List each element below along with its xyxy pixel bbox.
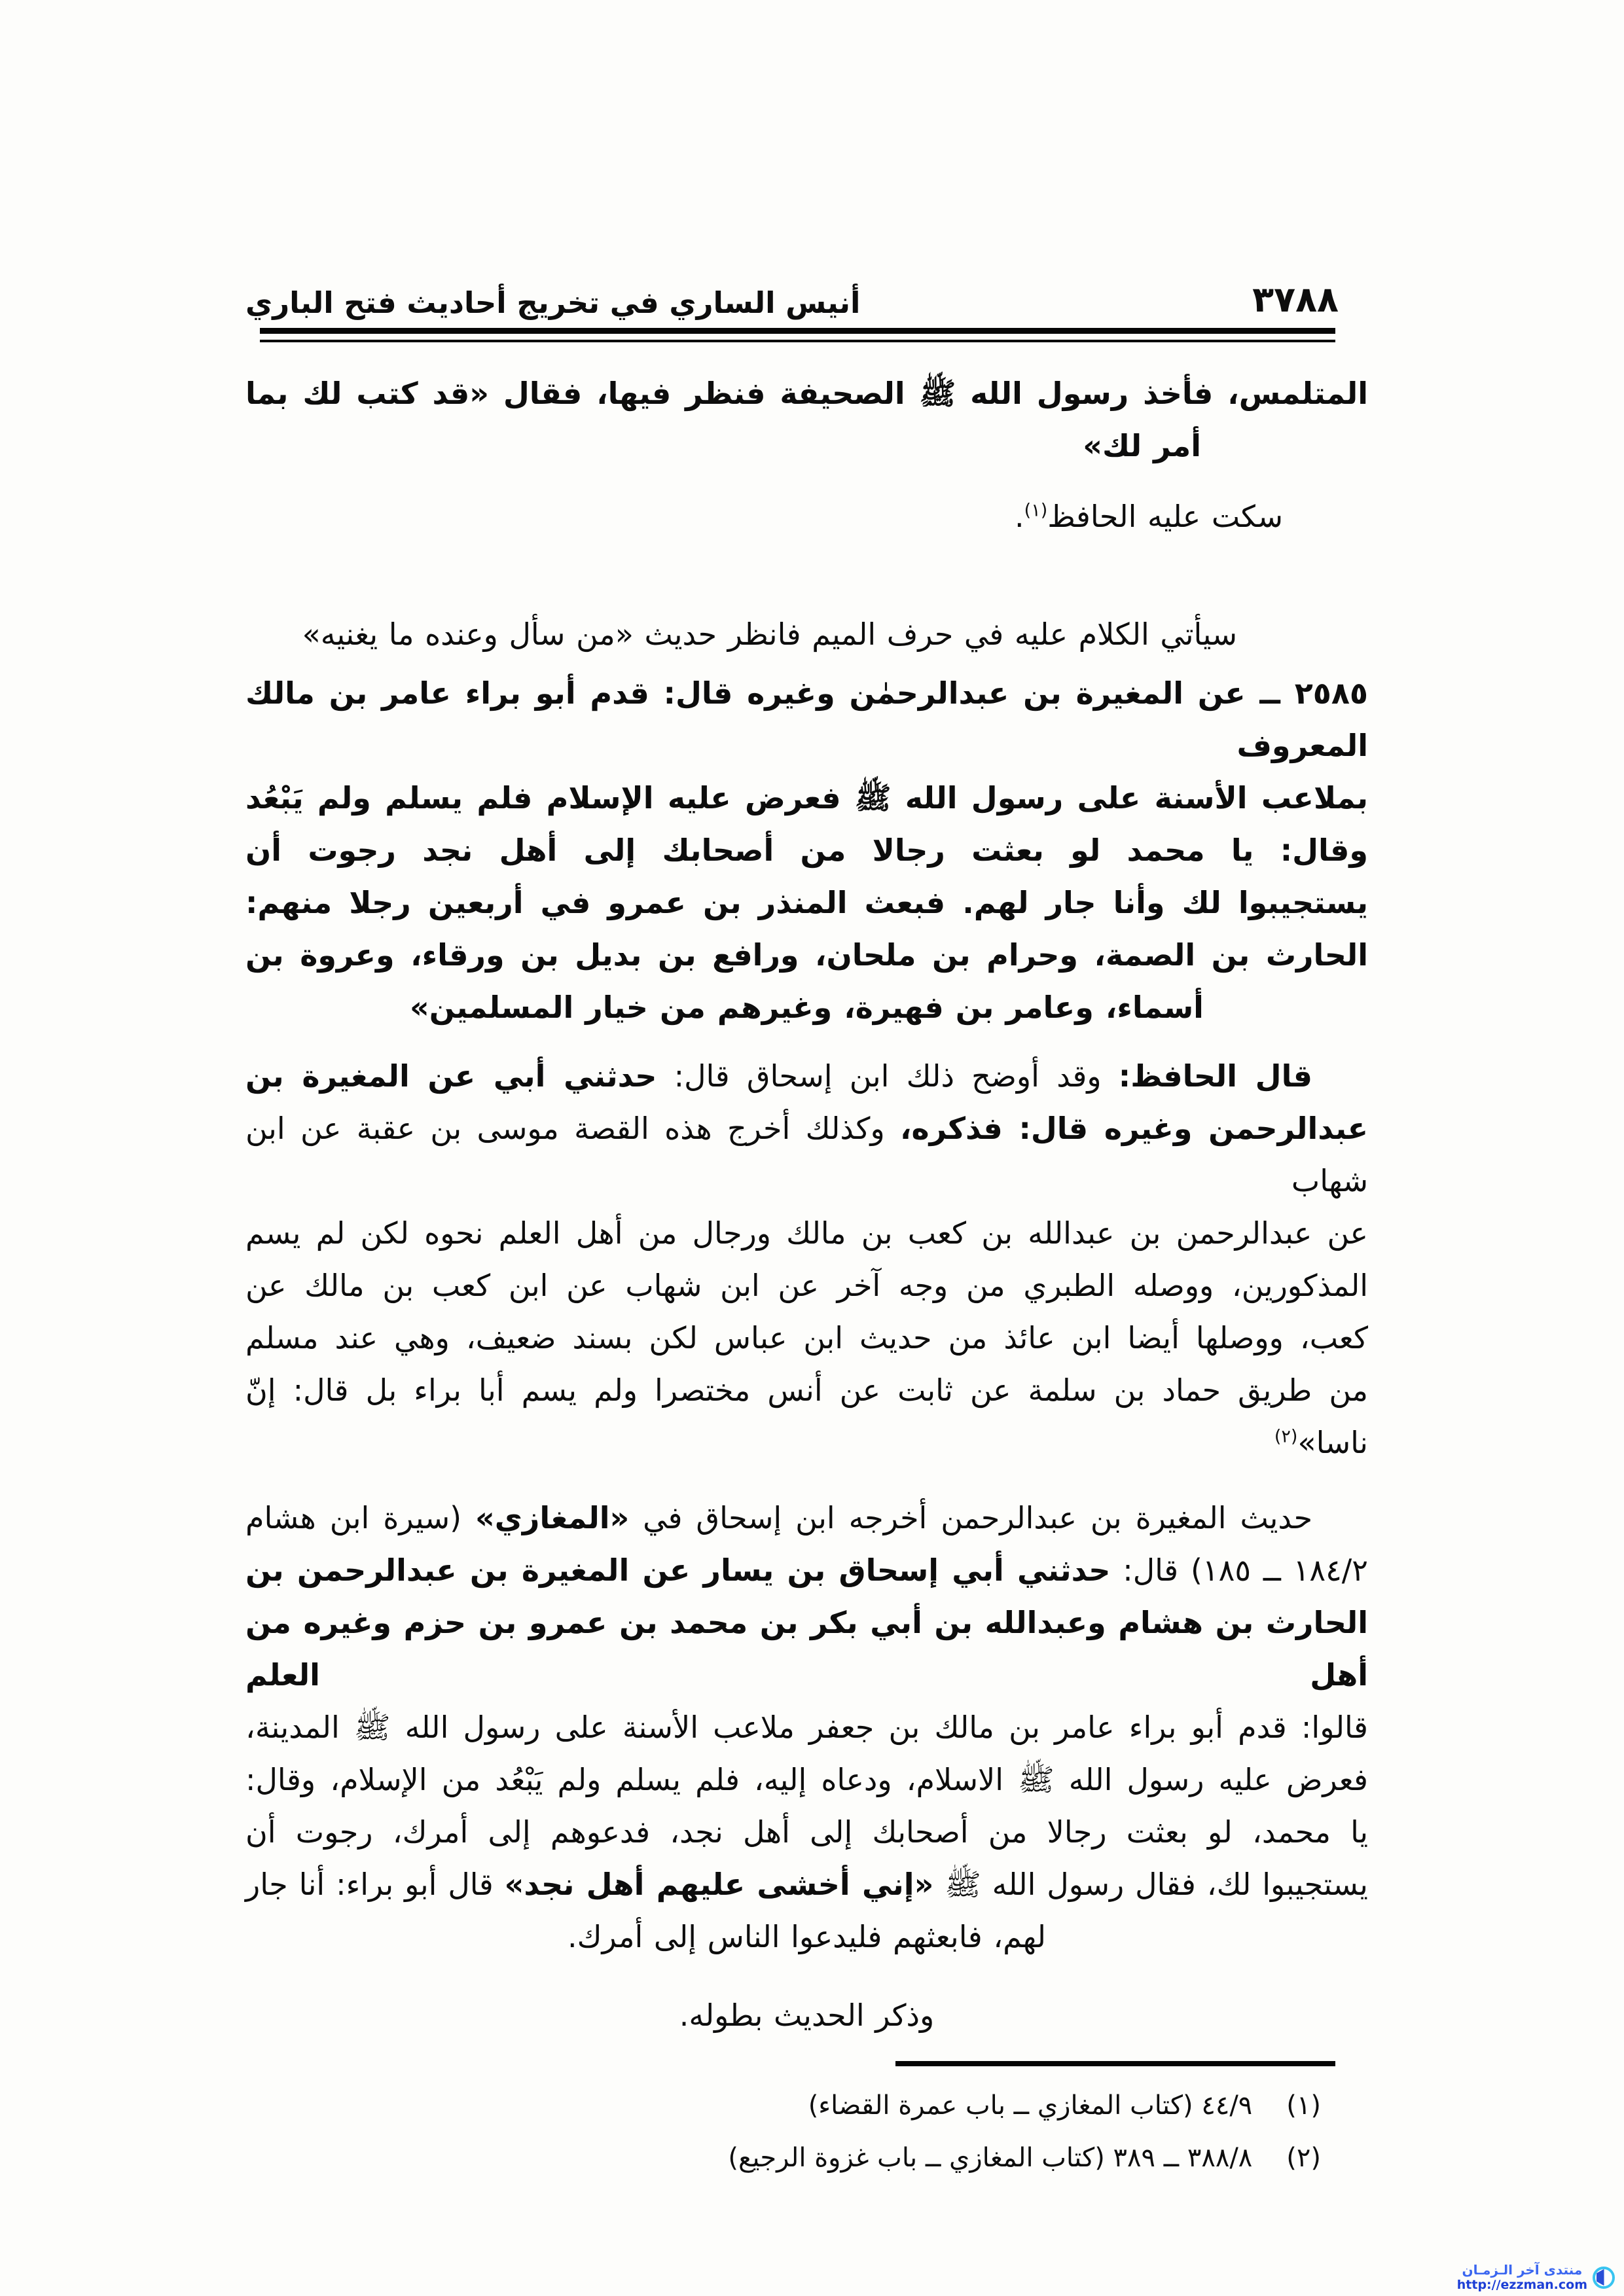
footnote-text: ٤٤/٩ (كتاب المغازي ــ باب عمرة القضاء) — [808, 2090, 1253, 2121]
hafiz-commentary — [245, 1050, 1368, 1469]
text-segment: يستجيبوا لك وأنا جار لهم. فبعث المنذر بن عمرو في أربعين رجلا منهم: — [245, 885, 1368, 920]
text-segment: «المغازي» — [475, 1500, 630, 1535]
book-title: أنيس الساري في تخريج أحاديث فتح الباري — [245, 285, 861, 320]
header-double-rule — [260, 328, 1335, 342]
text-line — [245, 1207, 1368, 1259]
hexagon-icon — [1597, 2269, 1611, 2286]
body-text — [245, 367, 1368, 2041]
text-segment: سيأتي الكلام عليه في حرف الميم فانظر حديث «من سأل وعنده ما يغنيه» — [302, 617, 1237, 652]
text-segment: ١٨٤/٢ ــ ١٨٥) قال: — [1110, 1552, 1368, 1588]
text-line — [245, 1364, 1368, 1469]
text-segment: من طريق حماد بن سلمة عن ثابت عن أنس مختصرا ولم يسم أبا براء بل قال: إنّ ناسا» — [245, 1372, 1368, 1460]
text-segment: الحارث بن هشام وعبدالله بن أبي بكر بن محمد بن عمرو بن حزم وغيره من أهل العلم — [245, 1605, 1368, 1693]
text-segment: فعرض عليه رسول الله ﷺ الاسلام، ودعاه إليه، فلم يسلم ولم يَبْعُد من الإسلام، وقال: — [245, 1762, 1368, 1797]
text-line — [245, 1492, 1368, 1544]
text-line — [245, 667, 1368, 772]
text-segment: عبدالرحمن وغيره قال: فذكره، — [900, 1111, 1369, 1146]
footnote-marker: (١) — [1286, 2090, 1321, 2121]
text-segment: بملاعب الأسنة على رسول الله ﷺ فعرض عليه الإسلام فلم يسلم ولم يَبْعُد — [245, 780, 1368, 816]
maghazi-narration — [245, 1492, 1368, 1963]
text-line — [245, 1596, 1368, 1701]
text-line — [245, 1989, 1368, 2041]
text-segment: عن عبدالرحمن بن عبدالله بن كعب بن مالك ورجال من أهل العلم نحوه لكن لم يسم — [245, 1215, 1368, 1251]
forum-name: منتدى آخر الـزمـان — [1462, 2262, 1583, 2278]
hafiz-silence — [245, 490, 1368, 543]
footnote-text: ٣٨٨/٨ ــ ٣٨٩ (كتاب المغازي ــ باب غزوة الرجيع) — [728, 2143, 1253, 2173]
watermark-text-block — [1457, 2263, 1587, 2292]
footnote-line — [245, 2132, 1321, 2184]
text-line — [245, 1312, 1368, 1364]
text-segment: المتلمس، فأخذ رسول الله ﷺ الصحيفة فنظر فيها، فقال «قد كتب لك بما — [245, 376, 1368, 411]
text-line — [245, 981, 1368, 1033]
footnote-separator-rule — [895, 2061, 1335, 2066]
text-segment: وكذلك أخرج هذه القصة موسى بن عقبة عن ابن شهاب — [245, 1111, 1368, 1198]
page-number: ٣٧٨٨ — [1252, 279, 1339, 320]
footnote-marker: (٢) — [1286, 2143, 1321, 2173]
matn-continuation — [245, 367, 1368, 472]
text-segment: يا محمد، لو بعثت رجالا من أصحابك إلى أهل نجد، فدعوهم إلى أمرك، رجوت أن — [245, 1814, 1368, 1850]
page-header — [245, 0, 1368, 320]
page-content — [245, 0, 1368, 2184]
text-line — [245, 929, 1368, 981]
text-segment: أمر لك» — [1083, 428, 1201, 463]
footnote-ref: (١) — [1024, 500, 1048, 521]
footnote-line — [245, 2079, 1321, 2132]
text-segment: ٢٥٨٥ ــ عن المغيرة بن عبدالرحمٰن وغيره قال: قدم أبو براء عامر بن مالك المعروف — [245, 675, 1368, 763]
text-line — [245, 824, 1368, 876]
text-line — [245, 772, 1368, 824]
hadith-2585 — [245, 667, 1368, 1033]
forum-watermark — [1457, 2263, 1615, 2292]
text-segment: وقد أوضح ذلك ابن إسحاق قال: — [657, 1058, 1119, 1094]
text-line — [245, 608, 1368, 660]
text-line — [245, 1259, 1368, 1312]
text-segment: حدثني أبي إسحاق بن يسار عن المغيرة بن عبدالرحمن بن — [245, 1552, 1111, 1588]
text-segment: . — [1015, 499, 1024, 534]
text-line — [245, 1910, 1368, 1963]
text-segment: الحارث بن الصمة، وحرام بن ملحان، ورافع بن بديل بن ورقاء، وعروة بن — [245, 937, 1368, 973]
text-line — [245, 1753, 1368, 1806]
text-segment: قالوا: قدم أبو براء عامر بن مالك بن جعفر ملاعب الأسنة على رسول الله ﷺ المدينة، — [245, 1710, 1368, 1745]
text-segment: حدثني أبي عن المغيرة بن — [245, 1058, 657, 1094]
cross-reference — [245, 608, 1368, 660]
text-line — [245, 1050, 1368, 1102]
text-line — [245, 1544, 1368, 1596]
closing-note — [245, 1989, 1368, 2041]
text-segment: حديث المغيرة بن عبدالرحمن أخرجه ابن إسحاق في — [629, 1500, 1313, 1535]
text-segment: المذكورين، ووصله الطبري من وجه آخر عن ابن شهاب عن ابن كعب بن مالك عن — [245, 1268, 1368, 1303]
footnote-ref: (٢) — [1274, 1426, 1298, 1447]
text-line — [245, 876, 1368, 929]
text-line — [245, 367, 1368, 420]
forum-url-link[interactable]: http://ezzman.com — [1456, 2278, 1587, 2292]
text-segment: سكت عليه الحافظ — [1047, 499, 1283, 534]
text-segment: (سيرة ابن هشام — [245, 1500, 476, 1535]
text-line — [245, 1102, 1368, 1207]
text-segment: «إني أخشى عليهم أهل نجد» — [504, 1867, 934, 1902]
text-line — [245, 1701, 1368, 1753]
text-line — [245, 1858, 1368, 1910]
text-segment: يستجيبوا لك، فقال رسول الله ﷺ — [933, 1867, 1368, 1902]
text-line — [245, 490, 1368, 543]
footnotes — [245, 2079, 1368, 2184]
text-segment: لهم، فابعثهم فليدعوا الناس إلى أمرك. — [567, 1919, 1047, 1954]
text-segment: أسماء، وعامر بن فهيرة، وغيرهم من خيار المسلمين» — [410, 990, 1204, 1025]
forum-logo-icon — [1593, 2267, 1615, 2289]
text-segment: وذكر الحديث بطوله. — [679, 1998, 935, 2033]
text-line — [245, 420, 1368, 472]
text-segment: كعب، ووصلها أيضا ابن عائذ من حديث ابن عباس لكن بسند ضعيف، وهي عند مسلم — [245, 1320, 1368, 1355]
text-segment: قال أبو براء: أنا جار — [245, 1867, 505, 1902]
text-segment: وقال: يا محمد لو بعثت رجالا من أصحابك إلى أهل نجد رجوت أن — [245, 833, 1368, 868]
text-segment: قال الحافظ: — [1118, 1058, 1312, 1094]
text-line — [245, 1806, 1368, 1858]
